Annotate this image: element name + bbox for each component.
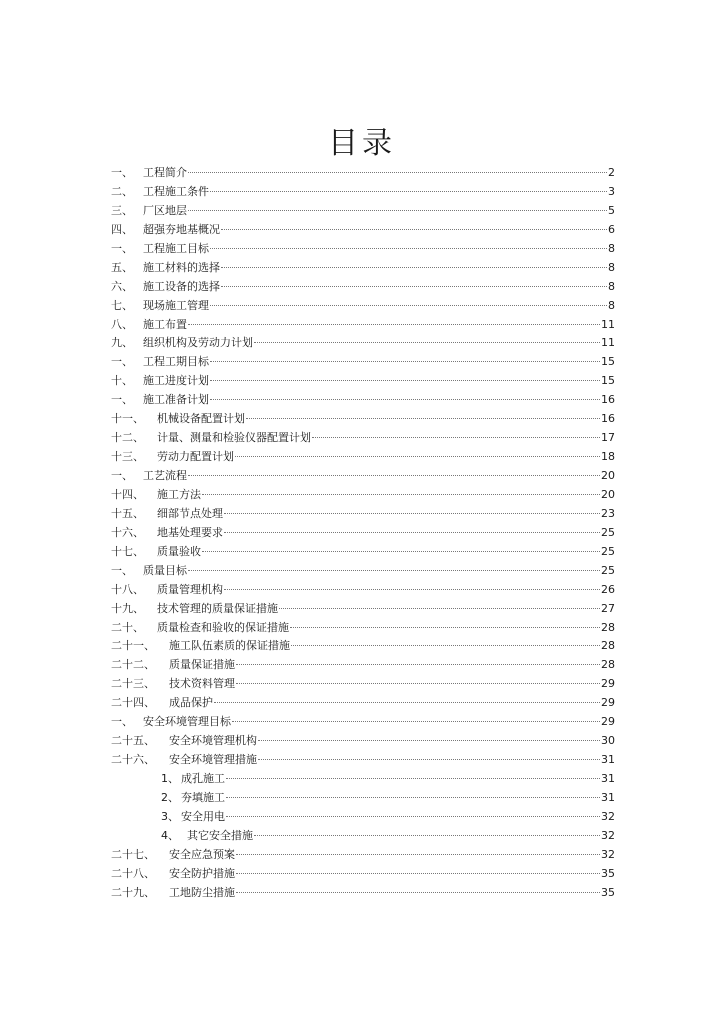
entry-page-number: 18 xyxy=(601,450,615,464)
entry-page-number: 20 xyxy=(601,469,615,482)
toc-entry[interactable] xyxy=(111,334,615,353)
toc-entry[interactable] xyxy=(111,297,615,316)
entry-number: 六、 xyxy=(111,279,133,293)
entry-number: 五、 xyxy=(111,260,133,274)
toc-subentry[interactable] xyxy=(111,808,615,827)
entry-number: 十八、 xyxy=(111,582,144,596)
entry-title: 计量、测量和检验仪器配置计划 xyxy=(157,431,311,445)
entry-page-number: 16 xyxy=(601,393,615,407)
table-of-contents xyxy=(111,164,615,903)
entry-title: 机械设备配置计划 xyxy=(157,412,245,426)
entry-number: 二、 xyxy=(111,184,133,198)
entry-title: 地基处理要求 xyxy=(157,525,223,539)
dot-leader xyxy=(210,361,600,362)
entry-title: 超强夯地基概况 xyxy=(143,222,220,236)
entry-page-number: 15 xyxy=(601,374,615,388)
entry-page-number: 32 xyxy=(601,809,615,823)
entry-number: 2、 xyxy=(161,790,179,804)
entry-title: 质量检查和验收的保证措施 xyxy=(157,620,289,634)
entry-title: 安全应急预案 xyxy=(169,847,235,861)
toc-entry[interactable] xyxy=(111,600,615,619)
entry-title: 施工队伍素质的保证措施 xyxy=(169,639,290,653)
entry-page-number: 31 xyxy=(601,753,615,767)
dot-leader xyxy=(210,399,600,400)
toc-entry[interactable] xyxy=(111,316,615,335)
toc-entry[interactable] xyxy=(111,694,615,713)
entry-title: 安全环境管理目标 xyxy=(143,715,231,729)
entry-page-number: 28 xyxy=(601,639,615,653)
entry-number: 十四、 xyxy=(111,487,144,501)
entry-title: 工地防尘措施 xyxy=(169,885,235,899)
entry-title: 施工方法 xyxy=(157,487,201,501)
toc-entry[interactable] xyxy=(111,429,615,448)
dot-leader xyxy=(254,342,600,343)
entry-number: 一、 xyxy=(111,241,133,255)
entry-page-number: 20 xyxy=(601,487,615,501)
entry-number: 四、 xyxy=(111,222,133,236)
dot-leader xyxy=(235,456,600,457)
dot-leader xyxy=(226,816,600,817)
entry-number: 二十八、 xyxy=(111,866,155,880)
entry-title: 安全环境管理措施 xyxy=(169,753,257,767)
toc-entry[interactable] xyxy=(111,884,615,903)
dot-leader xyxy=(224,589,600,590)
toc-entry[interactable] xyxy=(111,353,615,372)
entry-number: 二十六、 xyxy=(111,753,155,767)
toc-entry[interactable] xyxy=(111,619,615,638)
entry-page-number: 26 xyxy=(601,582,615,596)
entry-page-number: 15 xyxy=(601,355,615,369)
toc-entry[interactable] xyxy=(111,543,615,562)
entry-number: 十五、 xyxy=(111,506,144,520)
entry-title: 施工准备计划 xyxy=(143,393,209,407)
toc-subentry[interactable] xyxy=(111,827,615,846)
toc-entry[interactable] xyxy=(111,259,615,278)
toc-entry[interactable] xyxy=(111,240,615,259)
dot-leader xyxy=(291,645,600,646)
entry-title: 厂区地层 xyxy=(143,203,187,217)
toc-entry[interactable] xyxy=(111,410,615,429)
entry-number: 二十、 xyxy=(111,620,144,634)
dot-leader xyxy=(254,835,600,836)
entry-page-number: 11 xyxy=(601,336,615,350)
entry-number: 十六、 xyxy=(111,525,144,539)
entry-title: 安全用电 xyxy=(181,809,225,823)
entry-page-number: 23 xyxy=(601,506,615,520)
toc-entry[interactable] xyxy=(111,524,615,543)
dot-leader xyxy=(210,305,607,306)
entry-title: 技术管理的质量保证措施 xyxy=(157,601,278,615)
toc-entry[interactable] xyxy=(111,164,615,183)
dot-leader xyxy=(290,627,600,628)
entry-page-number: 32 xyxy=(601,847,615,861)
dot-leader xyxy=(236,873,600,874)
entry-title: 夯填施工 xyxy=(181,790,225,804)
entry-title: 质量管理机构 xyxy=(157,582,223,596)
entry-page-number: 8 xyxy=(608,279,615,293)
dot-leader xyxy=(312,437,600,438)
dot-leader xyxy=(236,664,600,665)
toc-entry[interactable] xyxy=(111,637,615,656)
entry-title: 工艺流程 xyxy=(143,469,187,482)
dot-leader xyxy=(221,267,607,268)
dot-leader xyxy=(214,702,600,703)
entry-page-number: 25 xyxy=(601,544,615,558)
toc-subentry[interactable] xyxy=(111,789,615,808)
entry-page-number: 17 xyxy=(601,431,615,445)
dot-leader xyxy=(188,570,600,571)
dot-leader xyxy=(236,854,600,855)
entry-title: 施工材料的选择 xyxy=(143,260,220,274)
dot-leader xyxy=(210,191,607,192)
entry-page-number: 6 xyxy=(608,222,615,236)
entry-number: 十、 xyxy=(111,374,133,388)
entry-title: 成品保护 xyxy=(169,696,213,710)
entry-page-number: 5 xyxy=(608,203,615,217)
entry-number: 二十五、 xyxy=(111,734,155,748)
toc-entry[interactable] xyxy=(111,751,615,770)
toc-entry[interactable] xyxy=(111,467,615,486)
entry-title: 安全防护措施 xyxy=(169,866,235,880)
toc-entry[interactable] xyxy=(111,486,615,505)
dot-leader xyxy=(202,494,600,495)
toc-entry[interactable] xyxy=(111,562,615,581)
entry-number: 一、 xyxy=(111,469,133,482)
entry-page-number: 16 xyxy=(601,412,615,426)
toc-subentry[interactable] xyxy=(111,770,615,789)
entry-number: 一、 xyxy=(111,166,133,179)
entry-title: 工程施工目标 xyxy=(143,241,209,255)
entry-page-number: 29 xyxy=(601,696,615,710)
toc-entry[interactable] xyxy=(111,675,615,694)
entry-number: 十二、 xyxy=(111,431,144,445)
entry-title: 工程工期目标 xyxy=(143,355,209,369)
entry-page-number: 30 xyxy=(601,734,615,748)
toc-entry[interactable] xyxy=(111,278,615,297)
entry-title: 安全环境管理机构 xyxy=(169,734,257,748)
entry-title: 细部节点处理 xyxy=(157,506,223,520)
entry-number: 十三、 xyxy=(111,450,144,464)
entry-page-number: 8 xyxy=(608,260,615,274)
entry-title: 技术资料管理 xyxy=(169,677,235,691)
entry-page-number: 29 xyxy=(601,677,615,691)
dot-leader xyxy=(188,172,607,173)
entry-title: 施工布置 xyxy=(143,317,187,331)
dot-leader xyxy=(246,418,600,419)
toc-entry[interactable] xyxy=(111,505,615,524)
entry-number: 二十四、 xyxy=(111,696,155,710)
entry-title: 劳动力配置计划 xyxy=(157,450,234,464)
entry-title: 质量目标 xyxy=(143,563,187,577)
entry-page-number: 25 xyxy=(601,563,615,577)
dot-leader xyxy=(188,210,607,211)
dot-leader xyxy=(221,286,607,287)
entry-title: 工程施工条件 xyxy=(143,184,209,198)
entry-number: 一、 xyxy=(111,563,133,577)
toc-entry[interactable] xyxy=(111,202,615,221)
entry-number: 二十七、 xyxy=(111,847,155,861)
dot-leader xyxy=(224,513,600,514)
entry-number: 二十一、 xyxy=(111,639,155,653)
entry-page-number: 31 xyxy=(601,790,615,804)
entry-page-number: 32 xyxy=(601,828,615,842)
entry-page-number: 3 xyxy=(608,184,615,198)
entry-page-number: 11 xyxy=(601,317,615,331)
dot-leader xyxy=(210,380,600,381)
entry-number: 一、 xyxy=(111,715,133,729)
entry-page-number: 28 xyxy=(601,658,615,672)
entry-number: 二十九、 xyxy=(111,885,155,899)
dot-leader xyxy=(226,797,600,798)
dot-leader xyxy=(258,740,600,741)
entry-number: 3、 xyxy=(161,809,179,823)
entry-number: 十九、 xyxy=(111,601,144,615)
entry-title: 组织机构及劳动力计划 xyxy=(143,336,253,350)
entry-page-number: 27 xyxy=(601,601,615,615)
dot-leader xyxy=(210,248,607,249)
entry-number: 八、 xyxy=(111,317,133,331)
entry-title: 工程简介 xyxy=(143,166,187,179)
entry-page-number: 35 xyxy=(601,866,615,880)
entry-title: 施工设备的选择 xyxy=(143,279,220,293)
entry-page-number: 25 xyxy=(601,525,615,539)
dot-leader xyxy=(188,475,600,476)
dot-leader xyxy=(232,721,600,722)
dot-leader xyxy=(224,532,600,533)
toc-entry[interactable] xyxy=(111,865,615,884)
entry-title: 质量验收 xyxy=(157,544,201,558)
dot-leader xyxy=(221,229,607,230)
dot-leader xyxy=(202,551,600,552)
entry-number: 三、 xyxy=(111,203,133,217)
toc-entry[interactable] xyxy=(111,391,615,410)
entry-number: 一、 xyxy=(111,393,133,407)
dot-leader xyxy=(236,892,600,893)
entry-page-number: 8 xyxy=(608,298,615,312)
entry-title: 其它安全措施 xyxy=(187,828,253,842)
dot-leader xyxy=(226,778,600,779)
entry-number: 一、 xyxy=(111,355,133,369)
entry-number: 十七、 xyxy=(111,544,144,558)
entry-number: 1、 xyxy=(161,772,179,785)
dot-leader xyxy=(188,324,600,325)
entry-page-number: 31 xyxy=(601,772,615,785)
toc-entry[interactable] xyxy=(111,221,615,240)
entry-title: 成孔施工 xyxy=(181,772,225,785)
page-title: 目录 xyxy=(328,126,396,161)
entry-page-number: 8 xyxy=(608,241,615,255)
entry-number: 4、 xyxy=(161,828,179,842)
toc-entry[interactable] xyxy=(111,846,615,865)
toc-entry[interactable] xyxy=(111,448,615,467)
entry-title: 现场施工管理 xyxy=(143,298,209,312)
dot-leader xyxy=(236,683,600,684)
toc-entry[interactable] xyxy=(111,732,615,751)
entry-page-number: 35 xyxy=(601,885,615,899)
entry-title: 施工进度计划 xyxy=(143,374,209,388)
toc-entry[interactable] xyxy=(111,581,615,600)
dot-leader xyxy=(258,759,600,760)
entry-number: 二十二、 xyxy=(111,658,155,672)
entry-number: 七、 xyxy=(111,298,133,312)
toc-entry[interactable] xyxy=(111,372,615,391)
toc-entry[interactable] xyxy=(111,656,615,675)
entry-page-number: 2 xyxy=(608,166,615,179)
entry-number: 二十三、 xyxy=(111,677,155,691)
dot-leader xyxy=(279,608,600,609)
entry-page-number: 29 xyxy=(601,715,615,729)
toc-entry[interactable] xyxy=(111,713,615,732)
entry-title: 质量保证措施 xyxy=(169,658,235,672)
entry-number: 九、 xyxy=(111,336,133,350)
entry-number: 十一、 xyxy=(111,412,144,426)
entry-page-number: 28 xyxy=(601,620,615,634)
toc-entry[interactable] xyxy=(111,183,615,202)
